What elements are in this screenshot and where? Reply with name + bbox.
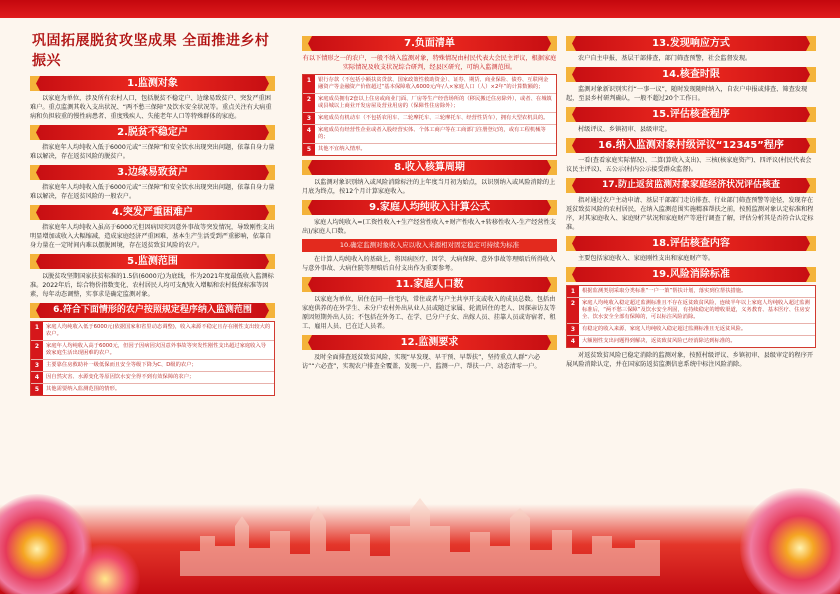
table-row: 3 主要靠住房救助补一级低保而且安全等级下降为C、D级的农户；: [31, 360, 274, 372]
section-text-15: 村级评议、乡镇初审、县级审定。: [578, 126, 671, 133]
table-row: 1 银行存款（不包括小额扶贫贷款、国家政策性救助资金）、证券、期货、商业保险、债券、互联网金融资产等金融资产价值超过“基本保障收入6000元/年/人×家庭人口（人）×2年”的计算数额的；: [303, 75, 556, 94]
negative-list-table: [302, 74, 557, 156]
section-header-10: 10.确定监测对象收入应以收入来源相对固定稳定可持续为标准: [302, 239, 557, 252]
poster-title: 巩固拓展脱贫攻坚成果 全面推进乡村振兴: [32, 33, 270, 69]
section-header-6: 6.符合下面情形的农户按照规定程序纳入监测范围: [30, 303, 275, 318]
section-text-9: 家庭人均纯收入=(工资性收入+生产经营性收入+财产性收入+转移性收入-生产经营性支出)/家庭人口数。: [302, 219, 556, 235]
section-text-1: 以家庭为单位，涉及所有农村人口，包括脱贫不稳定户、边缘易致贫户、突发严重困难户。重点监测其收入支出状况、“两不愁三保障”及饮水安全状况等。重点关注有大病重病和负担较重的慢性病患者、重度残疾人、失能老年人口等特殊群体的家庭。: [30, 95, 272, 120]
city-skyline-decoration: [180, 496, 660, 576]
table-row: 1 家庭人均纯收入低于6000元(依据国家和省里动态调整)，收入来源不稳定且存在刚性支出较大的农户。: [31, 322, 274, 341]
section-header-2: 2.脱贫不稳定户: [30, 125, 275, 140]
section-header-5: 5.监测范围: [30, 254, 275, 269]
table-row: 4 因自然灾害、水源变化等原因饮水安全得不到有效保障的农户；: [31, 372, 274, 384]
section-text-3: 指家庭年人均纯收入低于6000元或“三保障”和安全饮水出现突出问题，依靠自身力量难以解决，存在返贫风险的一般农户。: [30, 184, 275, 200]
section-text-16: 一看(查看家庭实际情况)、二算(算收入支出)、三核(核家庭资产)、四评议(村民代表会议民主评议)、五公示(村内公示接受群众监督)。: [566, 157, 812, 173]
section-header-15: 15.评估核查程序: [566, 107, 816, 122]
section-text-13: 农户自主申报，基层干部排查，部门筛查预警，社会监督发现。: [578, 55, 752, 62]
section-header-8: 8.收入核算周期: [302, 160, 557, 175]
table-row: 3 家庭成员有机动车（不包括农用车、二轮摩托车、三轮摩托车、经营性货车），拥有大型农机具的。: [303, 113, 556, 125]
table-row: 4 家庭成员有经营性企业或者入股经营实体、个体工商户等在工商部门注册登记的，或有工程机械等的；: [303, 125, 556, 144]
table-row: 2 家庭年人均纯收入高于6000元，但因子因病因灾因意外事故等突发性刚性支出超过家庭收入导致家庭生活出现困难的农户。: [31, 341, 274, 360]
criteria-table-6: [30, 321, 275, 396]
top-red-band: [0, 0, 840, 18]
section-header-7: 7.负面清单: [302, 36, 557, 51]
section-header-13: 13.发现响应方式: [566, 36, 816, 51]
section-header-9: 9.家庭人均纯收入计算公式: [302, 200, 557, 215]
section-text-7: 有以下情形之一的农户，一般不纳入监测对象，特殊情况由村民代表大会民主评议，根据家庭实际情况及收支状况综合研判，经县区研究，可纳入监测范围。: [302, 55, 557, 71]
section-text-18: 主要包括家庭收入、家庭刚性支出和家庭财产等。: [578, 255, 715, 262]
table-row: 2 家庭人均纯收入稳定超过监测标准且不存在返贫致贫风险，连续半年以上家庭人均纯收入超过监测标准后，“两不愁三保障”及饮水安全巩固，有持续稳定的增收渠道，义务教育、基本医疗、住房安全、饮水安全全部有保障的，可以标注风险消除。: [567, 298, 815, 324]
section-text-12: 及时全面排查返贫致贫风险，实现“早发现、早干预、早帮扶”，坚持重点人群“六必访”“六必查”，实现农户排查全覆盖，发现一户、监测一户、帮扶一户、动态清零一户。: [302, 354, 541, 370]
section-header-4: 4.突发严重困难户: [30, 205, 275, 220]
table-row: 5 其他需要纳入监测范围的情形。: [31, 384, 274, 395]
table-row: 5 其他不宜纳入情形。: [303, 144, 556, 155]
table-row: 2 家庭成员拥有2套以上住房或商业门面、厂房等生产经营场所的（移民搬迁住房除外），或者、在城镇或县城以上商业开发房屋及营业用房的（保障性住房除外）；: [303, 94, 556, 113]
section-text-4: 指家庭年人均纯收入虽高于6000元但因病因灾因意外事故等突发情况，导致刚性支出明显增加或收入大幅缩减，造成家庭经济严重困难，基本生产生活受到严重影响，依靠自身力量在一定时间内难以摆脱困境，存在返贫致贫风险的农户。: [30, 224, 275, 249]
section-text-2: 指家庭年人均纯收入低于6000元或“三保障”和安全饮水出现突出问题，依靠自身力量难以解决，存在返贫风险的脱贫户。: [30, 144, 275, 160]
section-header-16: 16.纳入监测对象村级评议“12345”程序: [566, 138, 816, 153]
risk-elimination-table: [566, 285, 816, 348]
section-header-19: 19.风险消除标准: [566, 267, 816, 282]
section-header-18: 18.评估核查内容: [566, 236, 816, 251]
column-left: [30, 30, 275, 399]
section-header-1: 1.监测对象: [30, 76, 275, 91]
column-right: [566, 36, 816, 371]
section-header-14: 14.核查时限: [566, 67, 816, 82]
table-row: 4 大额刚性支出问题得到解决，返贫致贫风险已经消除达到标准的。: [567, 336, 815, 347]
column-middle: [302, 36, 557, 373]
section-text-14: 监测对象新识别实行“一事一议”，随时发现随时纳入，自农户申报或排查、筛查发现起，至县乡村研判确认，一般不超过20个工作日。: [566, 86, 808, 102]
section-text-5: 以脱贫攻坚期国家扶贫标准的1.5倍(6000元)为底线，作为2021年度最低收入监测标准。2022年后，综合物价指数变化、农村居民人均可支配收入增幅和农村低保标准等因素，每年动态调整，实事求是确定监测对象。: [30, 273, 274, 298]
section-text-10: 在计算人均纯收入的基础上，将因病医疗、因学、大病保障、意外事故等理赔后所得收入与意外事故、大病住院等理赔后自付支出作为重要参考。: [302, 256, 556, 272]
section-header-3: 3.边缘易致贫户: [30, 165, 275, 180]
section-header-11: 11.家庭人口数: [302, 277, 557, 292]
section-text-17: 指对通过农户主动申请、基层干部部门走访排查、行业部门筛查预警等途径，发现存在返贫致贫风险的农村居民，在纳入监测范围实施精准帮扶之前，按照监测对象认定标准和程序，对其家庭收入、家庭财产状况和家庭财产等进行调查了解，评估分析其是否符合认定标准。: [566, 197, 814, 231]
closing-text: 对返贫致贫风险已稳定消除的监测对象，按照村级评议、乡镇初审、县级审定的程序开展风险消除认定，并在国家防返贫监测信息系统中标注风险消除。: [566, 352, 814, 368]
table-row: 3 有稳定的收入来源，家庭人均纯收入稳定超过监测标准且无返贫风险。: [567, 324, 815, 336]
section-text-8: 以监测对象识别纳入或风险消除标注的上年度当月初为始点，以识别纳入或风险消除的上月底为终点，按12个月计算家庭收入。: [302, 179, 556, 195]
section-text-11: 以家庭为单位，居住在同一住宅内，常住或者与户主共享开支或收入的成员总数。包括由家庭供养的在外学生、未分户农村外出从业人员或随迁家属、轮流居住的老人、因探亲访友等原因短期外出人员；不包括在外务工、在学、已分户子女、出嫁人员、挂靠人员或寄宿者、租工、雇用人员、已在迁人员者。: [302, 296, 556, 330]
section-header-12: 12.监测要求: [302, 335, 557, 350]
section-header-17: 17.防止返贫监测对象家庭经济状况评估核查: [566, 178, 816, 193]
table-row: 1 根据监测类别采取分类标准“一户一策”帮扶计划，落实到位帮扶措施。: [567, 286, 815, 298]
